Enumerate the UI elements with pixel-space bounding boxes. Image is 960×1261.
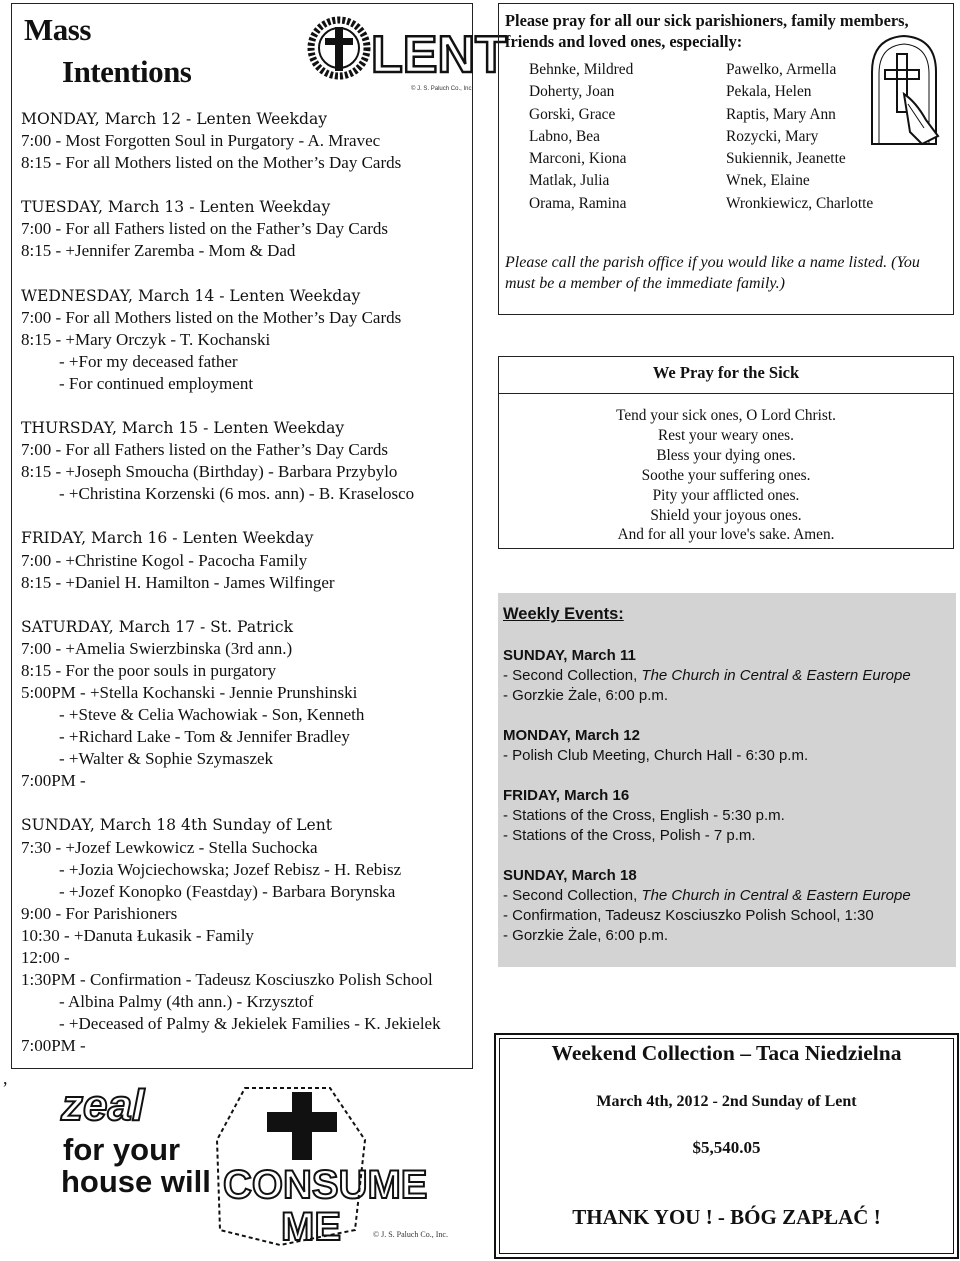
mass-intention-line: 7:30 - +Jozef Lewkowicz - Stella Suchocka [21,837,318,857]
event-item [503,886,955,906]
event-item-text: - Confirmation, Tadeusz Kosciuszko Polish School, 1:30 [503,907,874,924]
mass-intention-line: - +Richard Lake - Tom & Jennifer Bradley [59,727,350,747]
weekly-events-groups [503,646,955,946]
consume-word: CONSUME [223,1163,428,1207]
zeal-consume-me-artwork [55,1080,465,1250]
me-word: ME [281,1205,341,1249]
prayer-title: We Pray for the Sick [652,363,800,382]
event-day-group [503,866,955,946]
sick-name: Wnek, Elaine [726,172,810,190]
mass-day [21,108,467,174]
sick-names-left [529,59,633,215]
sick-name: Behnke, Mildred [529,61,634,78]
mass-day [21,285,467,395]
mass-day-heading: SUNDAY, March 18 4th Sunday of Lent [21,816,333,835]
mass-intention-line: 7:00 - Most Forgotten Soul in Purgatory - A. Mravec [21,131,381,151]
mass-intention-line: 1:30PM - Confirmation - Tadeusz Kosciuszko Polish School [21,970,433,990]
mass-intention-line: - +Jozef Konopko (Feastday) - Barbara Borynska [59,881,396,901]
event-day-group [503,786,955,846]
event-item-text: - Polish Club Meeting, Church Hall - 6:30 p.m. [503,747,809,764]
prayer-lines [498,406,954,545]
mass-intention-line: 7:00 - +Christine Kogol - Pacocha Family [21,550,308,570]
mass-intention-line: - +Walter & Sophie Szymaszek [59,749,274,769]
mass-intention-line: 7:00 - For all Fathers listed on the Father’s Day Cards [21,219,389,239]
event-day-heading: SUNDAY, March 11 [503,647,636,664]
mass-intention-line: - +Steve & Celia Wachowiak - Son, Kenneth [59,705,365,725]
weekly-events-title: Weekly Events: [503,605,624,623]
mass-day-heading: THURSDAY, March 15 - Lenten Weekday [21,419,345,438]
event-item-emphasis: The Church in Central & Eastern Europe [641,667,911,684]
prayer-line: Shield your joyous ones. [650,506,802,524]
mass-day [21,616,467,793]
mass-intention-line: - For continued employment [59,373,254,393]
event-day-group [503,646,955,706]
sick-name: Matlak, Julia [529,172,610,190]
mass-day [21,527,467,593]
sick-name: Sukiennik, Jeanette [726,150,846,168]
event-item-text: - Stations of the Cross, English - 5:30 p.m. [503,807,785,824]
mass-day-heading: WEDNESDAY, March 14 - Lenten Weekday [21,286,361,305]
praying-hands-icon [864,32,944,150]
sick-names-right [726,59,873,215]
mass-intention-line: 7:00 - +Amelia Swierzbinska (3rd ann.) [21,638,293,658]
mass-title-line2: Intentions [62,54,192,89]
lent-logo [305,10,507,94]
weekly-events-content [503,604,955,966]
prayer-line: And for all your love's sake. Amen. [617,526,835,544]
sick-name: Labno, Bea [529,127,600,145]
sick-name: Doherty, Joan [529,83,615,101]
collection-date: March 4th, 2012 - 2nd Sunday of Lent [596,1093,857,1110]
mass-intention-line: 8:15 - For the poor souls in purgatory [21,660,277,680]
event-item [503,926,955,946]
mass-intention-line: 7:00 - For all Mothers listed on the Mother’s Day Cards [21,307,402,327]
zeal-credit: © J. S. Paluch Co., Inc. [373,1230,448,1239]
mass-day-heading: SATURDAY, March 17 - St. Patrick [21,617,294,636]
mass-intention-line: - Albina Palmy (4th ann.) - Krzysztof [59,992,314,1012]
lent-logo-credit: © J. S. Paluch Co., Inc. [411,86,474,92]
mass-intention-line: 12:00 - [21,948,70,967]
event-item-text: - Second Collection, [503,667,642,684]
sick-name: Gorski, Grace [529,105,616,123]
event-day-group [503,726,955,766]
cross-icon [267,1092,337,1160]
sick-name: Raptis, Mary Ann [726,105,836,123]
event-item-text: - Second Collection, [503,887,642,904]
mass-intention-line: 8:15 - +Joseph Smoucha (Birthday) - Barbara Przybylo [21,462,398,482]
collection-thanks: THANK YOU ! - BÓG ZAPŁAĆ ! [572,1205,881,1229]
mass-intention-line: 7:00PM - [21,771,86,791]
event-item [503,666,955,686]
collection-title: Weekend Collection – Taca Niedzielna [551,1041,902,1065]
mass-intention-line: - +Jozia Wojciechowska; Jozef Rebisz - H. Rebisz [59,859,402,879]
mass-intention-line: 8:15 - +Jennifer Zaremba - Mom & Dad [21,241,296,261]
event-item-emphasis: The Church in Central & Eastern Europe [641,887,911,904]
event-item [503,906,955,926]
mass-day [21,196,467,262]
prayer-line: Pity your afflicted ones. [652,486,800,504]
stray-mark: , [3,1068,8,1088]
crown-of-thorns-icon [311,20,367,76]
for-your-words: for your [63,1132,181,1167]
event-item-text: - Gorzkie Żale, 6:00 p.m. [503,687,669,704]
mass-day-heading: TUESDAY, March 13 - Lenten Weekday [21,198,331,217]
sick-name: Pekala, Helen [726,83,812,101]
event-day-heading: FRIDAY, March 16 [503,787,630,804]
sick-list-note: Please call the parish office if you would like a name listed. (You must be a member of the immediate family.) [505,254,920,292]
mass-intention-line: 10:30 - +Danuta Łukasik - Family [21,925,254,945]
house-will-words: house will [61,1164,211,1199]
event-item [503,686,955,706]
mass-title-line1: Mass [24,12,91,47]
mass-intention-line: - +Christina Korzenski (6 mos. ann) - B. Kraselosco [59,484,415,504]
prayer-line: Bless your dying ones. [656,446,796,464]
mass-intention-line: 8:15 - +Daniel H. Hamilton - James Wilfinger [21,572,335,592]
event-item [503,826,955,846]
mass-day [21,417,467,505]
event-day-heading: MONDAY, March 12 [503,727,640,744]
sick-name: Orama, Ramina [529,194,627,212]
event-item [503,806,955,826]
mass-day-heading: MONDAY, March 12 - Lenten Weekday [21,110,328,128]
mass-intention-line: 8:15 - +Mary Orczyk - T. Kochanski [21,329,271,349]
mass-day [21,814,467,1057]
event-item [503,746,955,766]
mass-intention-line: 5:00PM - +Stella Kochanski - Jennie Prunshinski [21,682,358,702]
mass-intention-line: 7:00PM - [21,1036,86,1056]
lent-logo-text: LENT [371,26,507,84]
sick-name: Marconi, Kiona [529,150,627,168]
collection-amount: $5,540.05 [692,1138,761,1157]
mass-intention-line: - +For my deceased father [59,351,238,371]
mass-intention-line: - +Deceased of Palmy & Jekielek Families - K. Jekielek [59,1014,441,1034]
zeal-word: zeal [61,1081,145,1130]
mass-intention-line: 8:15 - For all Mothers listed on the Mother’s Day Cards [21,153,402,173]
mass-intentions-list [21,108,467,1079]
mass-intention-line: 7:00 - For all Fathers listed on the Father’s Day Cards [21,440,389,460]
sick-name: Wronkiewicz, Charlotte [726,194,874,212]
sick-name: Pawelko, Armella [726,61,837,78]
sick-name: Rozycki, Mary [726,127,819,145]
event-day-heading: SUNDAY, March 18 [503,867,637,884]
mass-day-heading: FRIDAY, March 16 - Lenten Weekday [21,529,314,548]
mass-intention-line: 9:00 - For Parishioners [21,903,178,923]
event-item-text: - Gorzkie Żale, 6:00 p.m. [503,927,669,944]
event-item-text: - Stations of the Cross, Polish - 7 p.m. [503,827,756,844]
prayer-line: Tend your sick ones, O Lord Christ. [616,407,836,424]
prayer-line: Soothe your suffering ones. [641,466,811,484]
prayer-line: Rest your weary ones. [658,426,794,444]
sick-list-heading: Please pray for all our sick parishioners, family members, friends and loved ones, especially: [505,11,909,51]
